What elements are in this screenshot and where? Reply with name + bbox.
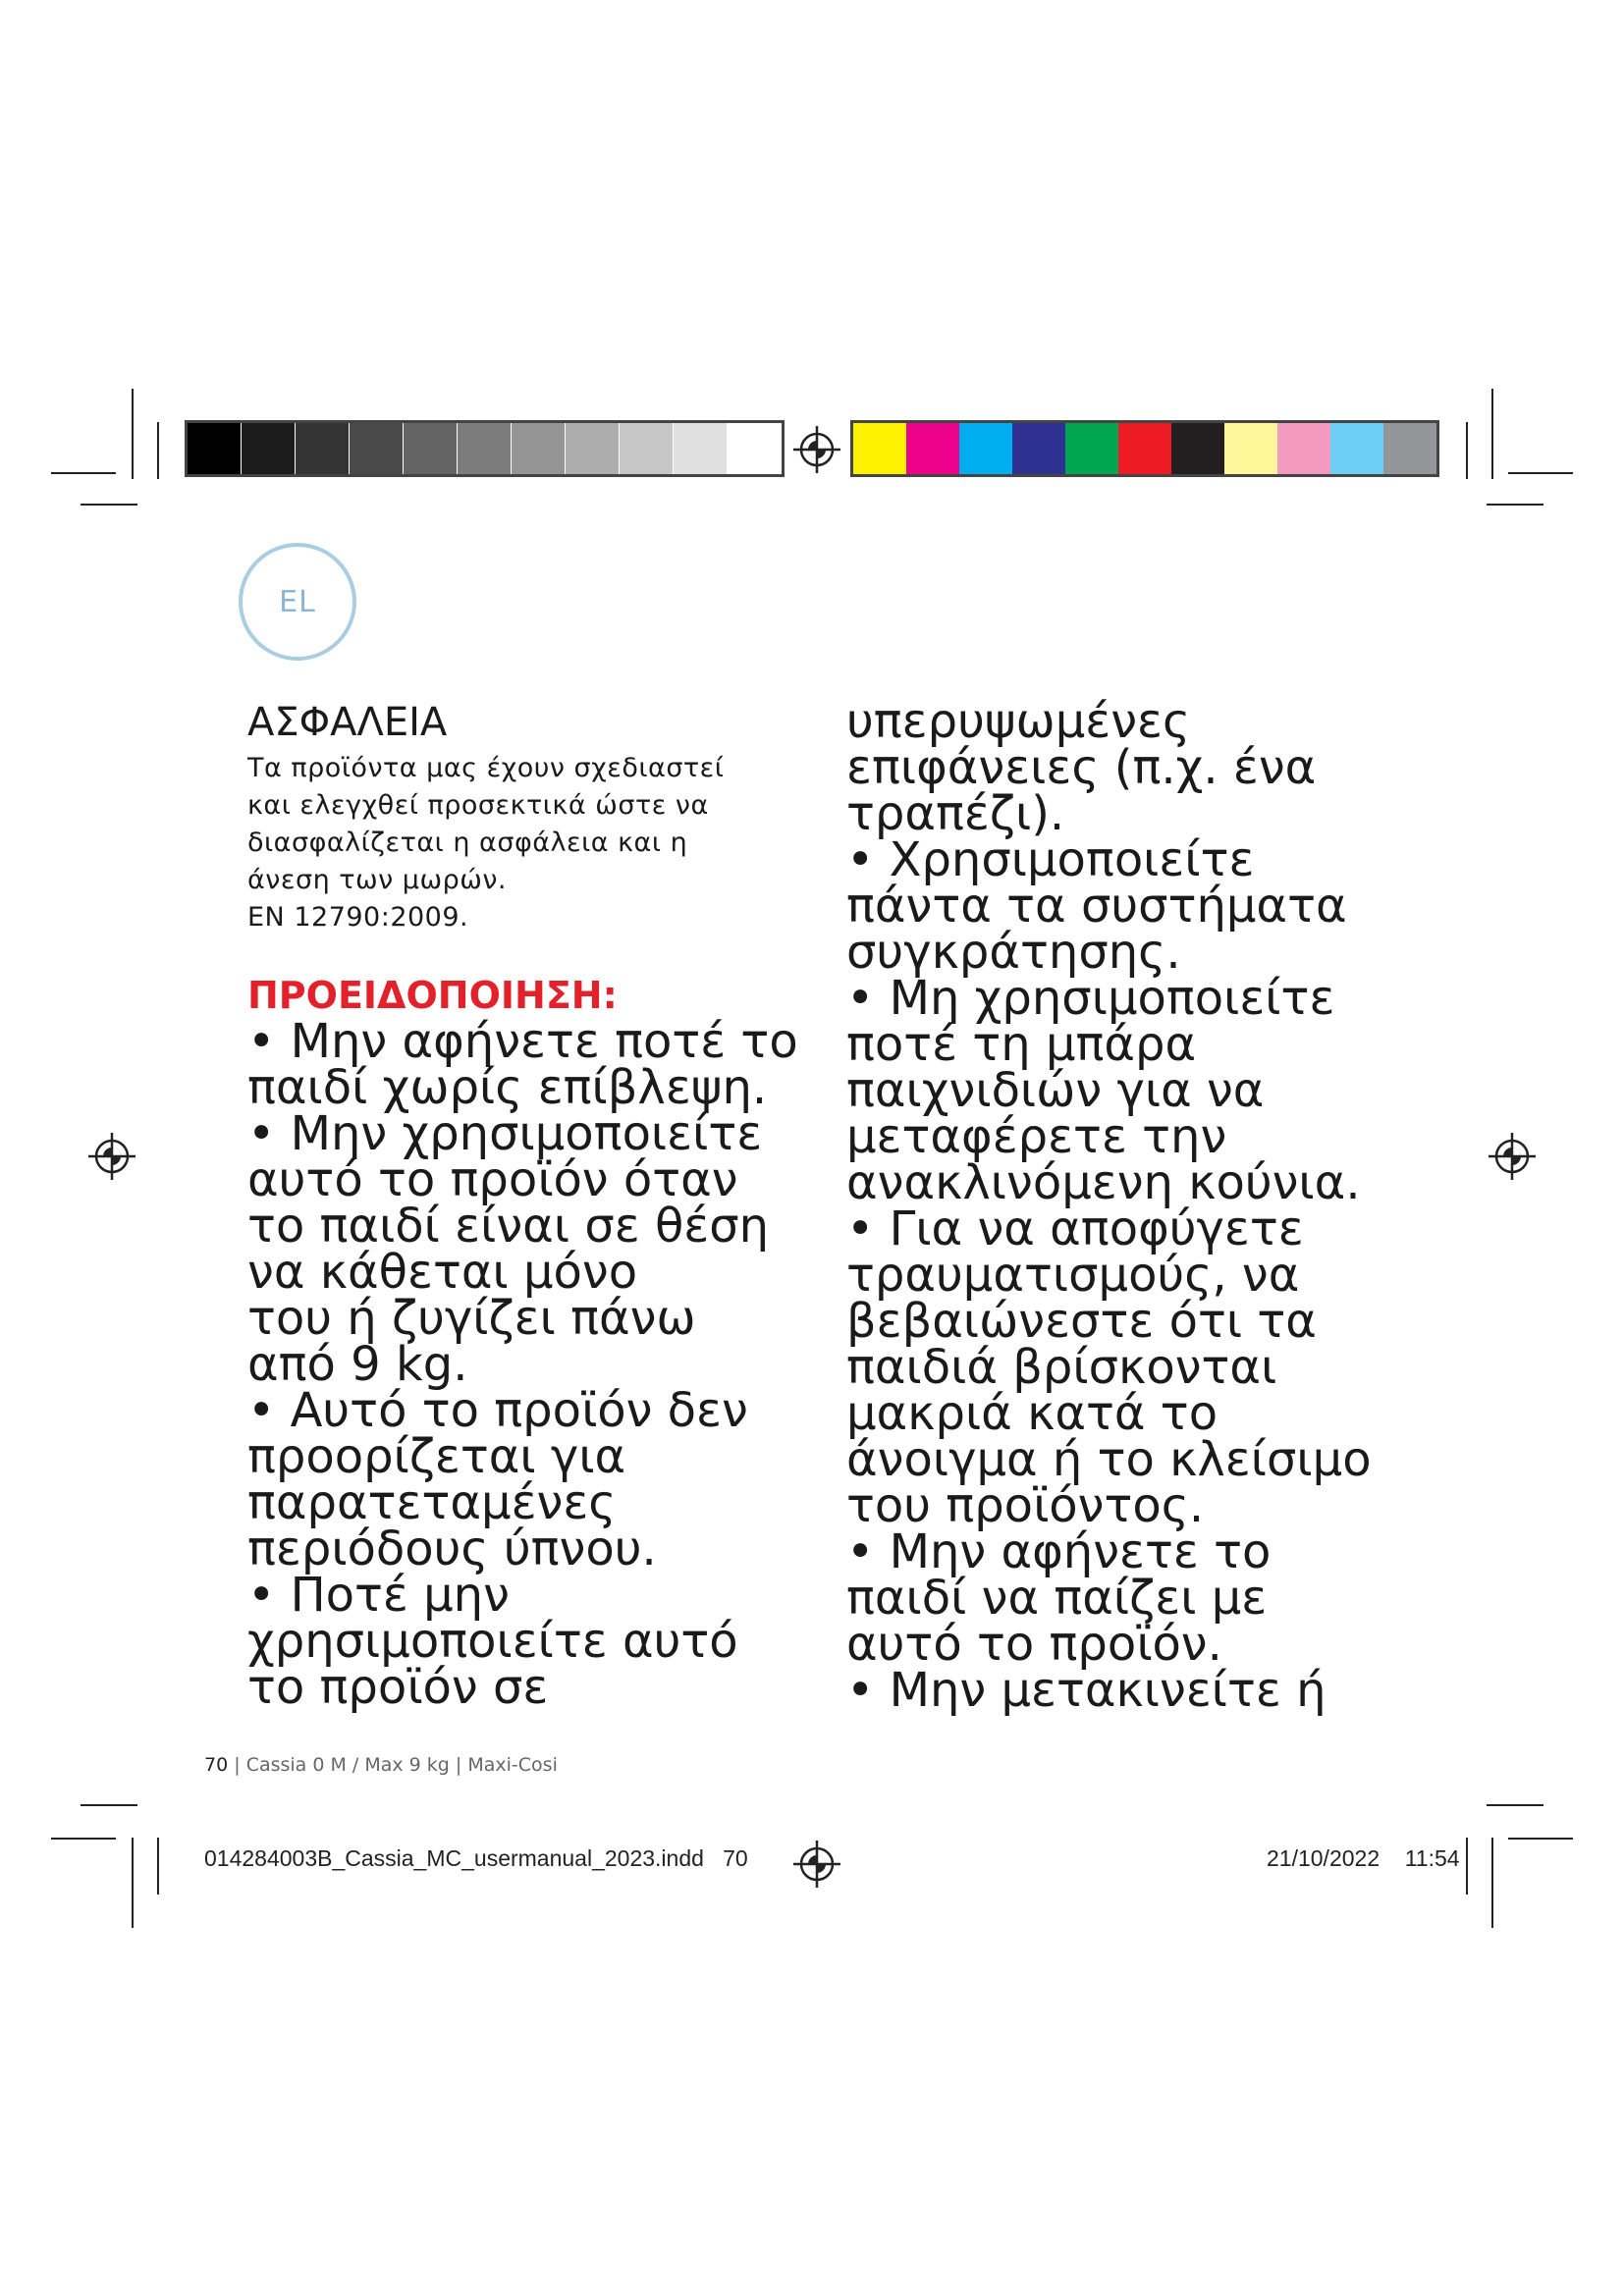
crop-mark bbox=[132, 1838, 134, 1928]
intro-line: άνεση των μωρών. bbox=[247, 865, 508, 895]
crop-mark bbox=[1487, 504, 1543, 506]
language-badge: EL bbox=[239, 543, 356, 661]
warning-line: παρατεταμένες bbox=[247, 1475, 617, 1530]
intro-line: Τα προϊόντα μας έχουν σχεδιαστεί bbox=[247, 753, 725, 783]
color-swatch bbox=[1277, 423, 1330, 474]
crop-mark bbox=[81, 504, 137, 506]
crop-mark bbox=[1487, 1804, 1543, 1806]
crop-mark bbox=[157, 422, 159, 479]
warning-line: παιδί να παίζει με bbox=[846, 1571, 1268, 1626]
warning-line: χρησιμοποιείτε αυτό bbox=[247, 1614, 738, 1669]
warning-line: άνοιγμα ή το κλείσιμο bbox=[846, 1432, 1372, 1487]
warning-line: • Χρησιμοποιείτε bbox=[846, 832, 1255, 887]
color-swatch bbox=[1330, 423, 1383, 474]
footer-separator: | bbox=[234, 1754, 241, 1776]
page-footer bbox=[204, 1754, 558, 1776]
left-column bbox=[247, 699, 817, 1715]
print-slug-date bbox=[1267, 1845, 1460, 1872]
warning-list-left bbox=[247, 1014, 817, 1715]
crop-mark bbox=[81, 1804, 137, 1806]
crop-mark bbox=[1508, 472, 1573, 474]
intro-line: διασφαλίζεται η ασφάλεια και η bbox=[247, 828, 688, 858]
color-swatch bbox=[404, 423, 458, 474]
warning-line: τραυματισμούς, να bbox=[846, 1248, 1300, 1303]
color-swatch bbox=[959, 423, 1012, 474]
color-swatch bbox=[458, 423, 512, 474]
color-swatch bbox=[296, 423, 350, 474]
warning-line: ανακλινόμενη κούνια. bbox=[846, 1155, 1361, 1210]
warning-line: • Μην αφήνετε ποτέ το bbox=[247, 1014, 798, 1069]
color-scale-bar bbox=[850, 420, 1439, 477]
warning-line: • Μη χρησιμοποιείτε bbox=[846, 971, 1335, 1026]
slug-page: 70 bbox=[723, 1845, 748, 1871]
warning-line: μεταφέρετε την bbox=[846, 1109, 1227, 1164]
safety-intro bbox=[247, 750, 817, 936]
registration-mark-icon bbox=[86, 1131, 137, 1182]
warning-line: από 9 kg. bbox=[247, 1337, 468, 1392]
crop-mark bbox=[1508, 1838, 1573, 1840]
warning-line: • Αυτό το προϊόν δεν bbox=[247, 1383, 748, 1438]
safety-heading: ΑΣΦΑΛΕΙΑ bbox=[247, 700, 448, 745]
registration-mark-icon bbox=[791, 424, 842, 475]
crop-mark bbox=[1491, 389, 1493, 479]
warning-line: υπερυψωμένες bbox=[846, 694, 1191, 749]
footer-separator: | bbox=[455, 1754, 462, 1776]
warning-line: • Μην χρησιμοποιείτε bbox=[247, 1106, 763, 1161]
warning-line: παιδιά βρίσκονται bbox=[846, 1340, 1277, 1395]
color-swatch bbox=[1171, 423, 1224, 474]
warning-line: περιόδους ύπνου. bbox=[247, 1522, 657, 1576]
warning-line: συγκράτησης. bbox=[846, 925, 1181, 980]
warning-line: • Μην μετακινείτε ή bbox=[846, 1663, 1326, 1718]
warning-line: πάντα τα συστήματα bbox=[846, 879, 1347, 934]
color-swatch bbox=[853, 423, 906, 474]
color-swatch bbox=[1012, 423, 1065, 474]
warning-line: επιφάνειες (π.χ. ένα bbox=[846, 740, 1317, 795]
crop-mark bbox=[1466, 1838, 1468, 1895]
warning-line: προορίζεται για bbox=[247, 1429, 626, 1484]
color-swatch bbox=[728, 423, 782, 474]
crop-mark bbox=[1491, 1838, 1493, 1928]
page-number: 70 bbox=[204, 1754, 229, 1776]
warning-line: να κάθεται μόνο bbox=[247, 1245, 638, 1300]
footer-brand: Maxi-Cosi bbox=[467, 1754, 558, 1776]
warning-line: τραπέζι). bbox=[846, 786, 1065, 841]
color-swatch bbox=[350, 423, 404, 474]
color-swatch bbox=[1383, 423, 1436, 474]
warning-line: • Για να αποφύγετε bbox=[846, 1201, 1304, 1256]
warning-title: ΠΡΟΕΙΔΟΠΟΙΗΣΗ: bbox=[247, 974, 618, 1017]
slug-date: 21/10/2022 bbox=[1267, 1845, 1380, 1871]
warning-line: • Μην αφήνετε το bbox=[846, 1524, 1272, 1579]
color-swatch bbox=[512, 423, 566, 474]
color-swatch bbox=[674, 423, 728, 474]
color-swatch bbox=[906, 423, 959, 474]
footer-product: Cassia 0 M / Max 9 kg bbox=[245, 1754, 450, 1776]
warning-line: το παιδί είναι σε θέση bbox=[247, 1199, 770, 1254]
warning-line: βεβαιώνεστε ότι τα bbox=[846, 1294, 1317, 1349]
warning-line: παιχνιδιών για να bbox=[846, 1063, 1265, 1118]
registration-mark-icon bbox=[791, 1839, 842, 1890]
print-slug-file bbox=[204, 1845, 748, 1872]
color-swatch bbox=[242, 423, 296, 474]
crop-mark bbox=[157, 1838, 159, 1895]
color-swatch bbox=[1118, 423, 1171, 474]
warning-line: ποτέ τη μπάρα bbox=[846, 1017, 1197, 1072]
intro-line: και ελεγχθεί προσεκτικά ώστε να bbox=[247, 790, 709, 821]
slug-filename: 014284003B_Cassia_MC_usermanual_2023.indd bbox=[204, 1845, 704, 1871]
color-swatch bbox=[1065, 423, 1118, 474]
intro-line: EN 12790:2009. bbox=[247, 902, 469, 933]
crop-mark bbox=[51, 472, 116, 474]
color-swatch bbox=[566, 423, 620, 474]
warning-line: • Ποτέ μην bbox=[247, 1568, 510, 1623]
color-swatch bbox=[620, 423, 674, 474]
warning-line: αυτό το προϊόν. bbox=[846, 1617, 1222, 1672]
crop-mark bbox=[51, 1838, 116, 1840]
color-swatch bbox=[1224, 423, 1277, 474]
warning-line: το προϊόν σε bbox=[247, 1660, 549, 1715]
grey-scale-bar bbox=[185, 420, 785, 477]
warning-line: μακριά κατά το bbox=[846, 1386, 1218, 1441]
right-column bbox=[846, 694, 1396, 1718]
warning-line: του ή ζυγίζει πάνω bbox=[247, 1291, 696, 1346]
registration-mark-icon bbox=[1487, 1131, 1538, 1182]
slug-time: 11:54 bbox=[1404, 1845, 1460, 1871]
warning-line: παιδί χωρίς επίβλεψη. bbox=[247, 1060, 768, 1115]
warning-line: του προϊόντος. bbox=[846, 1478, 1205, 1533]
crop-mark bbox=[1466, 422, 1468, 479]
warning-line: αυτό το προϊόν όταν bbox=[247, 1152, 738, 1207]
color-swatch bbox=[188, 423, 242, 474]
crop-mark bbox=[132, 389, 134, 479]
